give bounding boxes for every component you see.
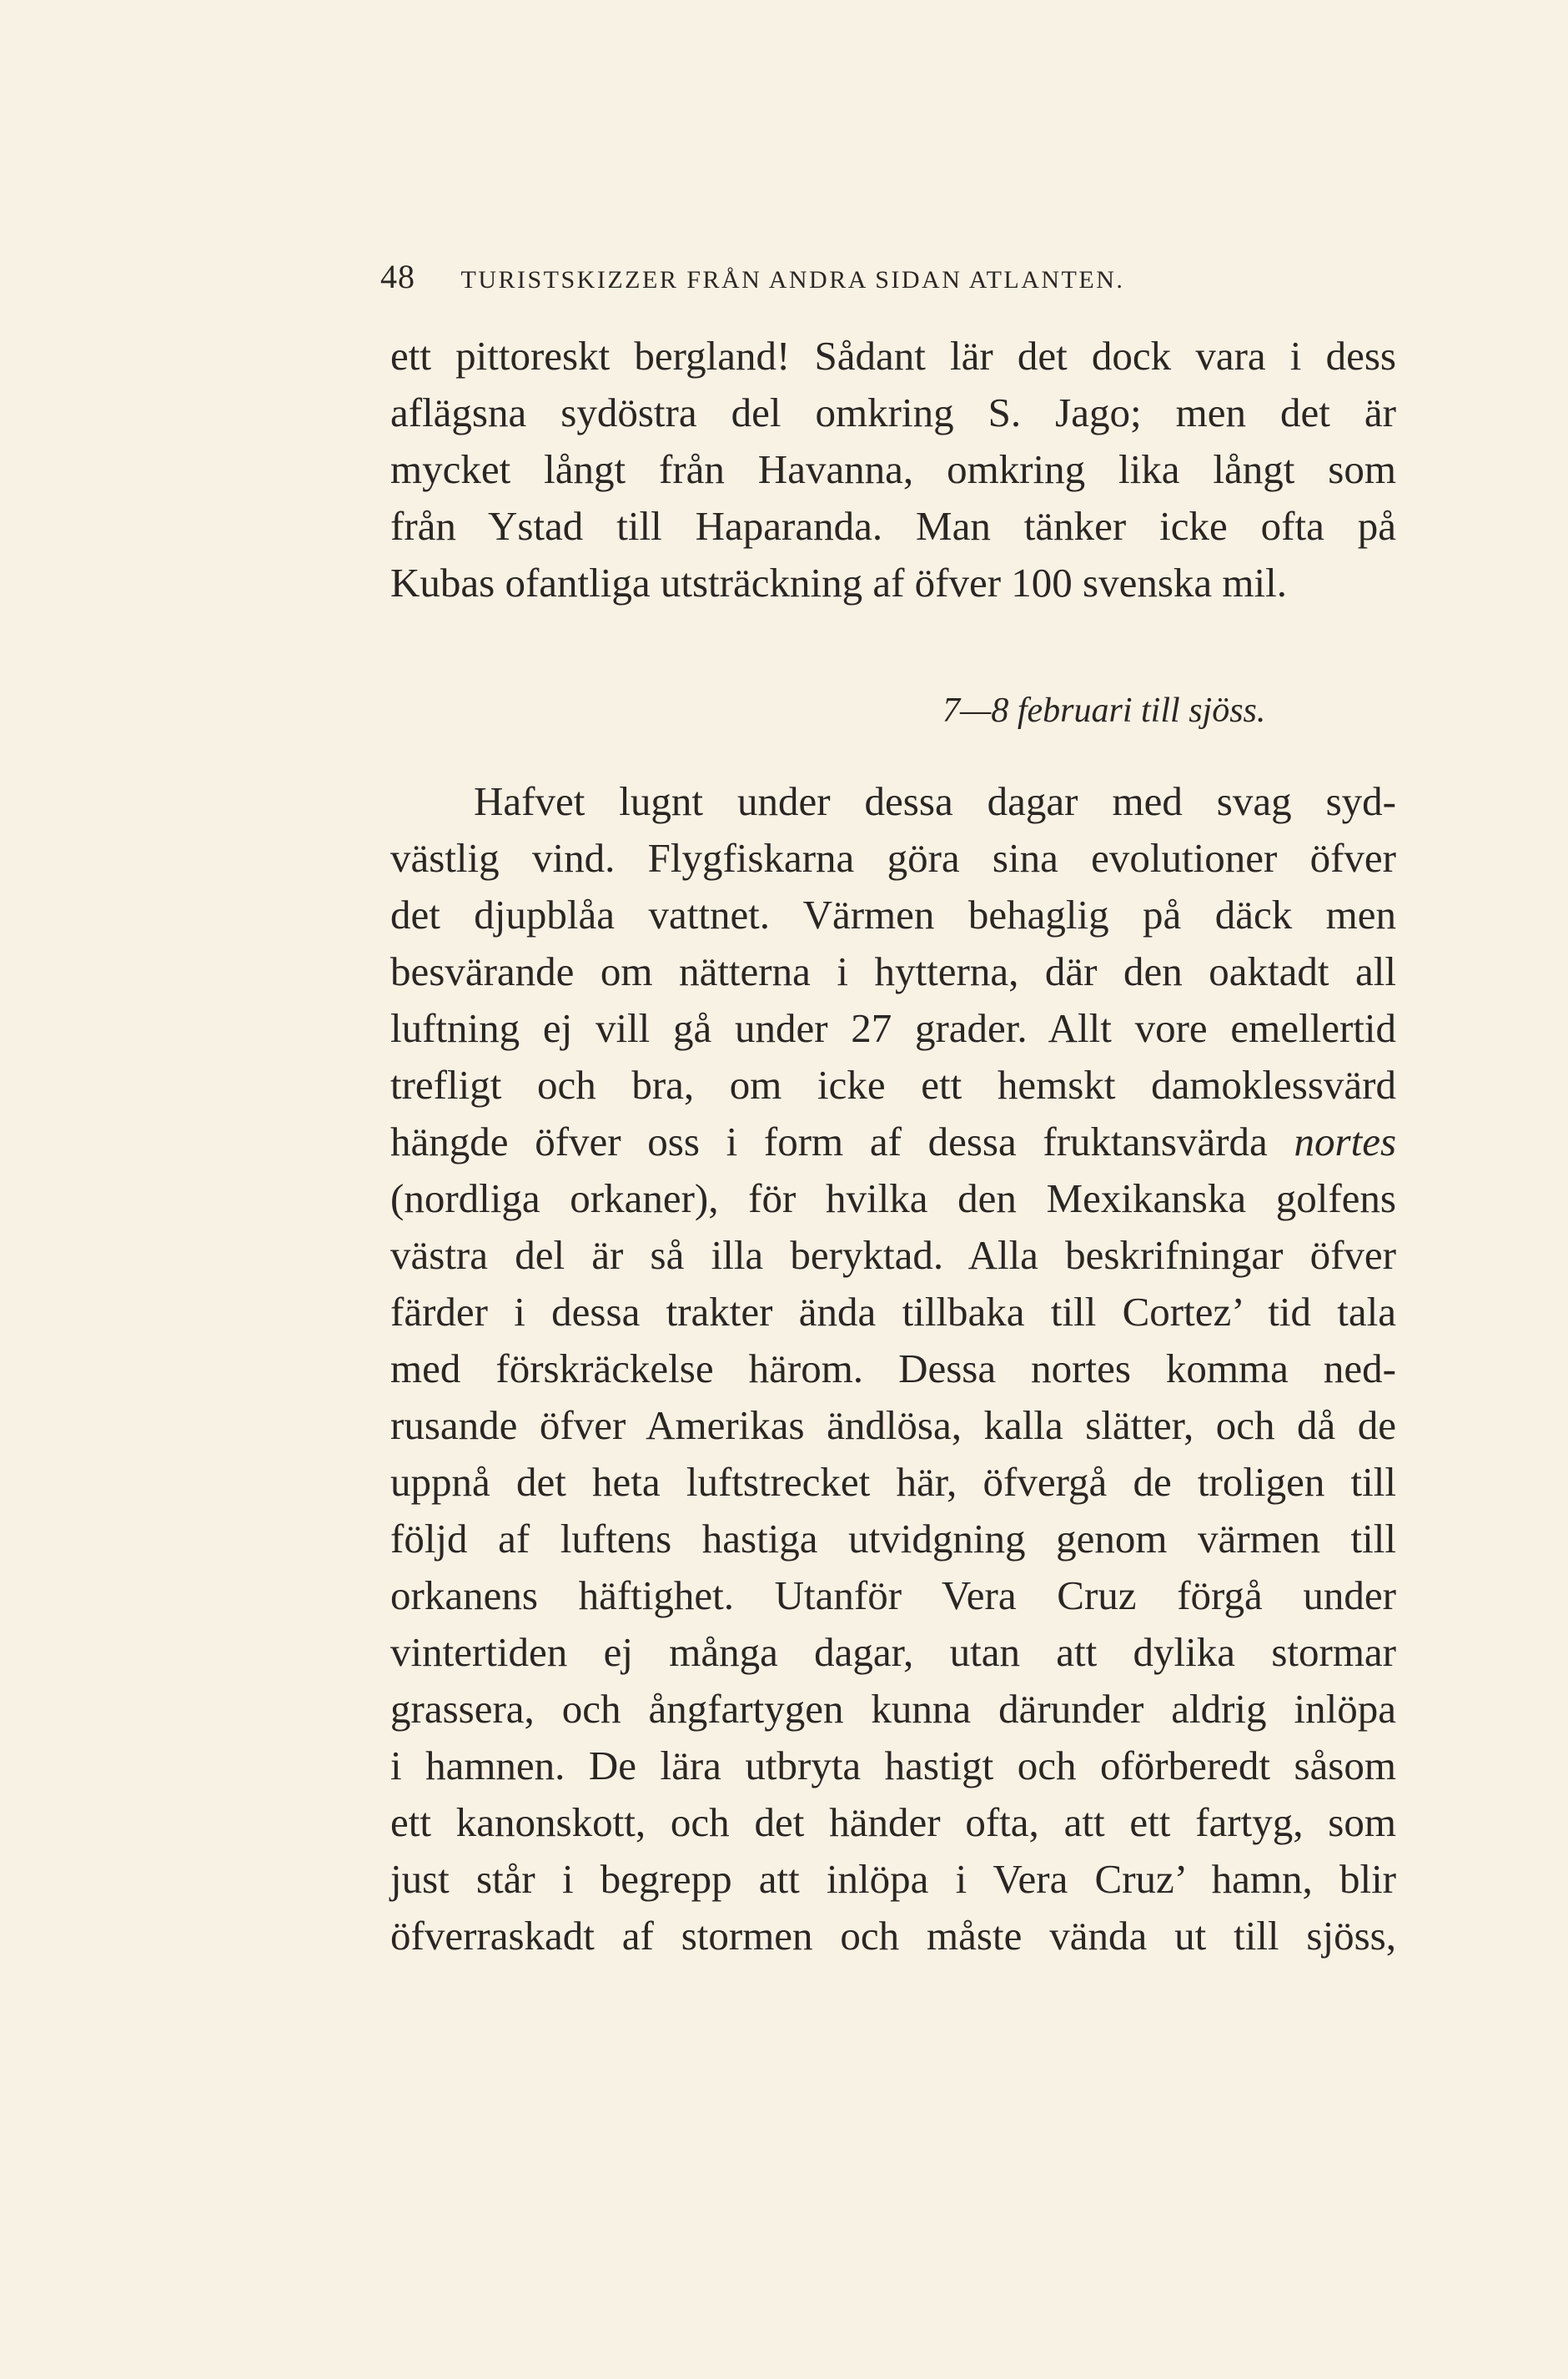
text-line: orkanens häftighet. Utanför Vera Cruz förgå under <box>390 1572 1396 1618</box>
text-line: följd af luftens hastiga utvidgning genom värmen till <box>390 1516 1396 1562</box>
text-line: i hamnen. De lära utbryta hastigt och oförberedt såsom <box>390 1743 1396 1788</box>
running-head <box>380 257 1381 296</box>
text-line: ett pittoreskt bergland! Sådant lär det dock vara i dess <box>390 333 1396 379</box>
text-line: västlig vind. Flygfiskarna göra sina evolutioner öfver <box>390 835 1396 881</box>
text-line: mycket långt från Havanna, omkring lika långt som <box>390 446 1396 492</box>
page-number: 48 <box>380 258 415 295</box>
text-line: ett kanonskott, och det händer ofta, att ett fartyg, som <box>390 1799 1396 1845</box>
text-line: öfverraskadt af stormen och måste vända ut till sjöss, <box>390 1913 1396 1959</box>
text-line: rusande öfver Amerikas ändlösa, kalla slätter, och då de <box>390 1402 1396 1448</box>
text-line-with-italic <box>390 1121 1396 1162</box>
text-segment: hängde öfver oss i form af dessa fruktansvärda <box>390 1119 1268 1164</box>
dateline: 7—8 februari till sjöss. <box>942 692 1266 730</box>
text-line: Kubas ofantliga utsträckning af öfver 100 svenska mil. <box>390 560 1288 606</box>
text-line: (nordliga orkaner), för hvilka den Mexikanska golfens <box>390 1175 1396 1221</box>
text-line: det djupblåa vattnet. Värmen behaglig på däck men <box>390 892 1396 938</box>
text-line: färder i dessa trakter ända tillbaka till Cortez’ tid tala <box>390 1289 1396 1335</box>
text-line: luftning ej vill gå under 27 grader. Allt vore emellertid <box>390 1005 1396 1051</box>
text-line: Hafvet lugnt under dessa dagar med svag syd- <box>474 778 1396 824</box>
text-line: grassera, och ångfartygen kunna därunder aldrig inlöpa <box>390 1686 1396 1732</box>
text-line: uppnå det heta luftstrecket här, öfvergå de troligen till <box>390 1459 1396 1505</box>
text-line: med förskräckelse härom. Dessa nortes komma ned- <box>390 1345 1396 1391</box>
text-line: besvärande om nätterna i hytterna, där den oaktadt all <box>390 948 1396 994</box>
running-title: TURISTSKIZZER FRÅN ANDRA SIDAN ATLANTEN. <box>460 266 1125 294</box>
text-line: aflägsna sydöstra del omkring S. Jago; men det är <box>390 390 1396 435</box>
text-line: trefligt och bra, om icke ett hemskt damoklessvärd <box>390 1062 1396 1108</box>
text-line: västra del är så illa beryktad. Alla beskrifningar öfver <box>390 1232 1396 1278</box>
italic-term: nortes <box>1294 1119 1397 1164</box>
text-line: vintertiden ej många dagar, utan att dylika stormar <box>390 1629 1396 1675</box>
text-line: just står i begrepp att inlöpa i Vera Cruz’ hamn, blir <box>390 1856 1396 1902</box>
text-line: från Ystad till Haparanda. Man tänker icke ofta på <box>390 503 1396 549</box>
